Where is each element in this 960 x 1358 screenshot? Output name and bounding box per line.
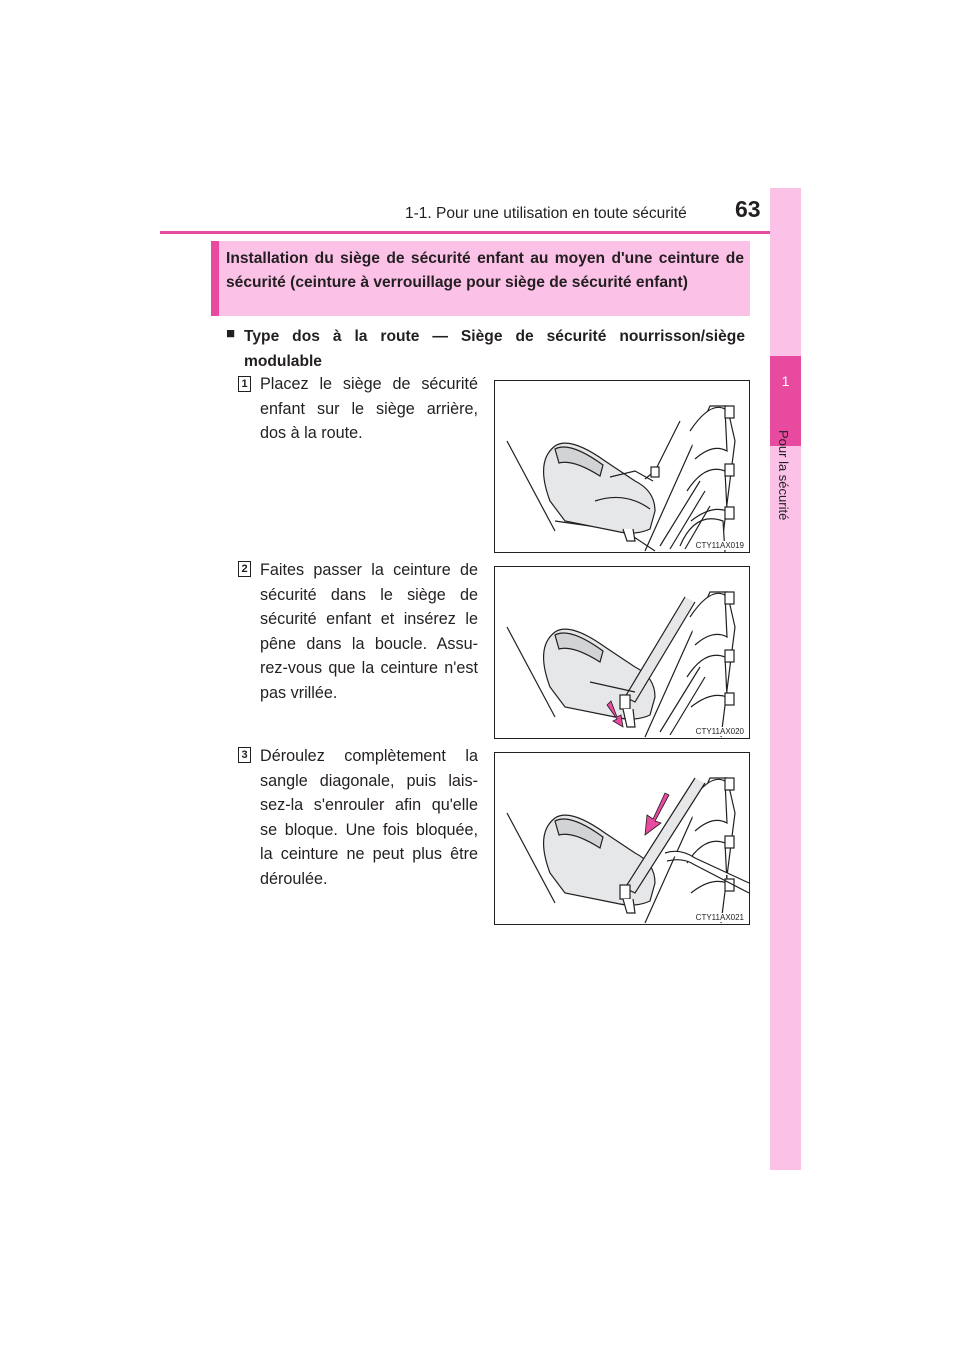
belt-buckling-illustration: [495, 567, 749, 738]
heading-accent-bar: [211, 241, 219, 316]
section-title: 1-1. Pour une utilisation en toute sécurité: [405, 205, 687, 222]
chapter-number: 1: [781, 373, 790, 389]
square-bullet-icon: ■: [226, 325, 236, 342]
step-3-text: Déroulez complètement la sangle diagonale, puis lais-sez-la s'enrouler afin qu'elle se bloque. Une fois bloquée, la ceinture ne peut plus être déroulée.: [260, 747, 478, 888]
step-1-text: Placez le siège de sécurité enfant sur le siège arrière, dos à la route.: [260, 375, 478, 442]
sub-heading: Type dos à la route — Siège de sécurité nourrisson/siège modulable: [244, 328, 745, 370]
step-2-illustration: [494, 566, 750, 739]
chapter-label: Pour la sécurité: [776, 430, 791, 521]
figure-code: CTY11AX019: [695, 541, 744, 550]
step-3-badge: 3: [238, 747, 251, 763]
child-seat-placed-illustration: [495, 381, 749, 552]
chapter-side-tab: [770, 188, 801, 1170]
step-1-illustration: [494, 380, 750, 553]
belt-locking-illustration: [495, 753, 749, 924]
step-1-badge: 1: [238, 376, 251, 392]
header-rule: [160, 231, 800, 234]
step-2-badge: 2: [238, 561, 251, 577]
figure-code: CTY11AX020: [695, 727, 744, 736]
page-number: 63: [735, 196, 761, 222]
step-3-illustration: [494, 752, 750, 925]
section-heading: Installation du siège de sécurité enfant au moyen d'une ceinture de sécurité (ceinture à verrouillage pour siège de sécurité enfant): [226, 250, 744, 291]
step-2-text: Faites passer la ceinture de sécurité dans le siège de sécurité enfant et insérez le pêne dans la boucle. Assu-rez-vous que la ceinture n'est pas vrillée.: [260, 561, 478, 702]
figure-code: CTY11AX021: [695, 913, 744, 922]
